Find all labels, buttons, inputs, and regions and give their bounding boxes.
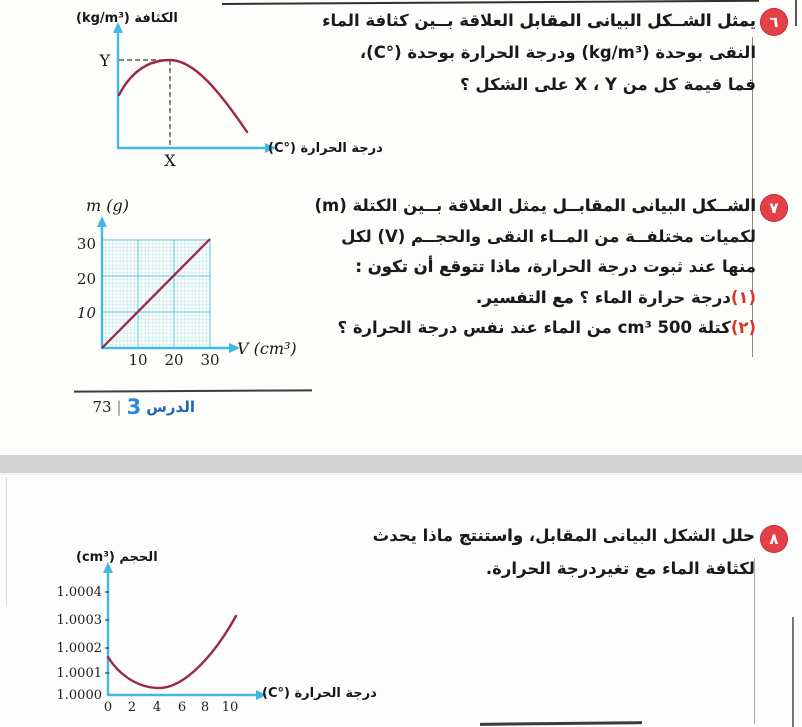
question-6-number: ٦ — [769, 13, 779, 31]
q7-line-2: لكميات مختلفــة من المــاء النقى والحجــم (V) لكل — [341, 226, 756, 246]
question-8-text — [372, 519, 755, 585]
q8-line-1: حلل الشكل البيانى المقابل، واستنتج ماذا يحدث — [372, 526, 755, 545]
g2-ytick-30: 30 — [76, 235, 96, 253]
g2-xtick-30: 30 — [200, 351, 220, 369]
question-7-number: ٧ — [769, 199, 779, 217]
g3-xtick-8: 8 — [200, 700, 210, 715]
g3-xtick-10: 10 — [221, 700, 239, 715]
g3-xtick-4: 4 — [152, 700, 162, 715]
q6-line-2: النقى بوحدة (kg/m³) ودرجة الحرارة بوحدة (°C)، — [359, 43, 756, 62]
g2-xtick-20: 20 — [164, 351, 184, 369]
footer-lesson-number: 3 — [126, 394, 142, 419]
g3-ytick-10002: 1.0002 — [56, 641, 102, 656]
scan-edge-top-right — [795, 0, 797, 26]
q6-line-1: يمثل الشــكل البيانى المقابل العلاقة بــين كثافة الماء — [322, 11, 756, 30]
q7-line-1: الشــكل البيانى المقابــل يمثل العلاقة بــين الكتلة (m) — [314, 196, 756, 215]
question-7-badge — [760, 194, 788, 222]
g2-y-arrow-icon — [97, 216, 107, 227]
q7-line-3: منها عند ثبوت درجة الحرارة، ماذا تتوقع أن تكون : — [355, 257, 756, 276]
g3-x-axis-title: درجة الحرارة (°C) — [262, 686, 377, 701]
g3-xtick-6: 6 — [177, 700, 187, 715]
g1-density-curve — [119, 60, 247, 132]
scan-edge-left-bottom — [6, 477, 7, 607]
divider-band — [0, 455, 802, 473]
footer-lesson-page — [80, 394, 195, 420]
footer-separator: | — [116, 398, 122, 416]
g3-ytick-10000: 1.0000 — [56, 688, 102, 703]
question-8-number: ٨ — [769, 530, 779, 548]
g2-ytick-20: 20 — [76, 270, 96, 288]
g3-xtick-2: 2 — [127, 700, 137, 715]
g2-x-axis-title: V (cm³) — [237, 339, 297, 358]
question-6-badge — [760, 8, 788, 36]
g1-y-mark: Y — [99, 51, 110, 70]
g2-ytick-10: 10 — [76, 304, 96, 322]
question-6-text — [322, 5, 756, 101]
question-7-text — [314, 191, 756, 344]
mass-volume-chart — [60, 192, 390, 378]
g3-ytick-10003: 1.0003 — [56, 613, 102, 628]
g1-y-axis-title: الكثافة (kg/m³) — [76, 11, 178, 26]
g2-y-axis-title: m (g) — [86, 196, 129, 215]
question-8-badge — [760, 525, 788, 553]
g3-y-axis-title: الحجم (cm³) — [76, 550, 158, 565]
g3-ytick-10004: 1.0004 — [56, 585, 102, 600]
q8-line-2: لكثافة الماء مع تغيردرجة الحرارة. — [485, 559, 755, 578]
footer-lesson-label: الدرس — [146, 398, 195, 416]
g2-xtick-10: 10 — [128, 351, 148, 369]
g1-x-mark: X — [164, 151, 176, 170]
g3-xtick-0: 0 — [103, 700, 113, 715]
footer-page-number: 73 — [92, 398, 112, 416]
scan-edge-right-bottom — [792, 617, 794, 727]
q7-item-1: (١)درجة حرارة الماء ؟ مع التفسير. — [476, 287, 756, 307]
g1-x-axis-title: درجة الحرارة (°C) — [268, 141, 383, 156]
g3-ytick-10001: 1.0001 — [56, 666, 102, 681]
q7-item-2: (٢)كتلة 500 cm³ من الماء عند نفس درجة الحرارة ؟ — [337, 318, 756, 337]
g3-volume-curve — [108, 616, 236, 688]
q6-line-3: فما قيمة كل من X ، Y على الشكل ؟ — [460, 75, 756, 94]
